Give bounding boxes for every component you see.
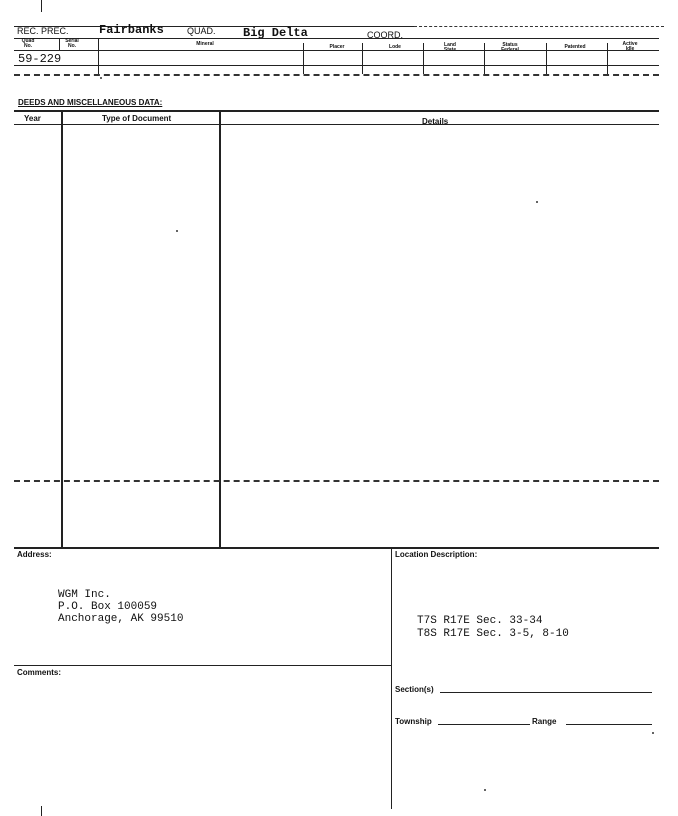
lode-label: Lode [389,44,401,50]
type-of-document-column-header: Type of Document [102,114,172,123]
address-label: Address: [17,550,52,559]
details-column-header: Details [422,117,449,126]
address-line-2: P.O. Box 100059 [58,601,158,613]
location-description-label: Location Description: [395,550,478,559]
placer-label: Placer [329,44,345,50]
status-federal-label: Status Federal [501,42,519,53]
mineral-label: Mineral [196,41,214,47]
sections-input-line[interactable] [440,692,652,693]
deeds-title: DEEDS AND MISCELLANEOUS DATA: [18,98,163,107]
quad-no-label: Quad No. [21,38,35,49]
active-idle-label: Active Idle [622,41,638,52]
rec-prec-label: REC. PREC. [17,26,69,36]
sections-label: Section(s) [395,685,434,694]
address-block [58,589,183,625]
location-line-2: T8S R17E Sec. 3-5, 8-10 [417,628,569,640]
top-tick-mark [41,0,42,12]
serial-no-label: Serial No. [65,38,79,49]
address-line-1: WGM Inc. [58,589,111,601]
rec-prec-value: Fairbanks [99,23,164,37]
coord-label: COORD. [367,30,403,40]
patented-label: Patented [564,44,586,50]
year-column-header: Year [24,114,41,123]
township-input-line[interactable] [438,724,530,725]
bottom-tick-mark [41,806,42,816]
comments-label: Comments: [17,668,62,677]
quad-value: Big Delta [243,26,308,40]
range-input-line[interactable] [566,724,652,725]
quad-label: QUAD. [187,26,216,36]
location-line-1: T7S R17E Sec. 33-34 [417,615,543,627]
range-label: Range [532,717,557,726]
township-label: Township [395,717,432,726]
land-state-label: Land State [443,42,457,53]
address-line-3: Anchorage, AK 99510 [58,613,184,625]
quad-serial-value: 59-229 [18,52,62,66]
